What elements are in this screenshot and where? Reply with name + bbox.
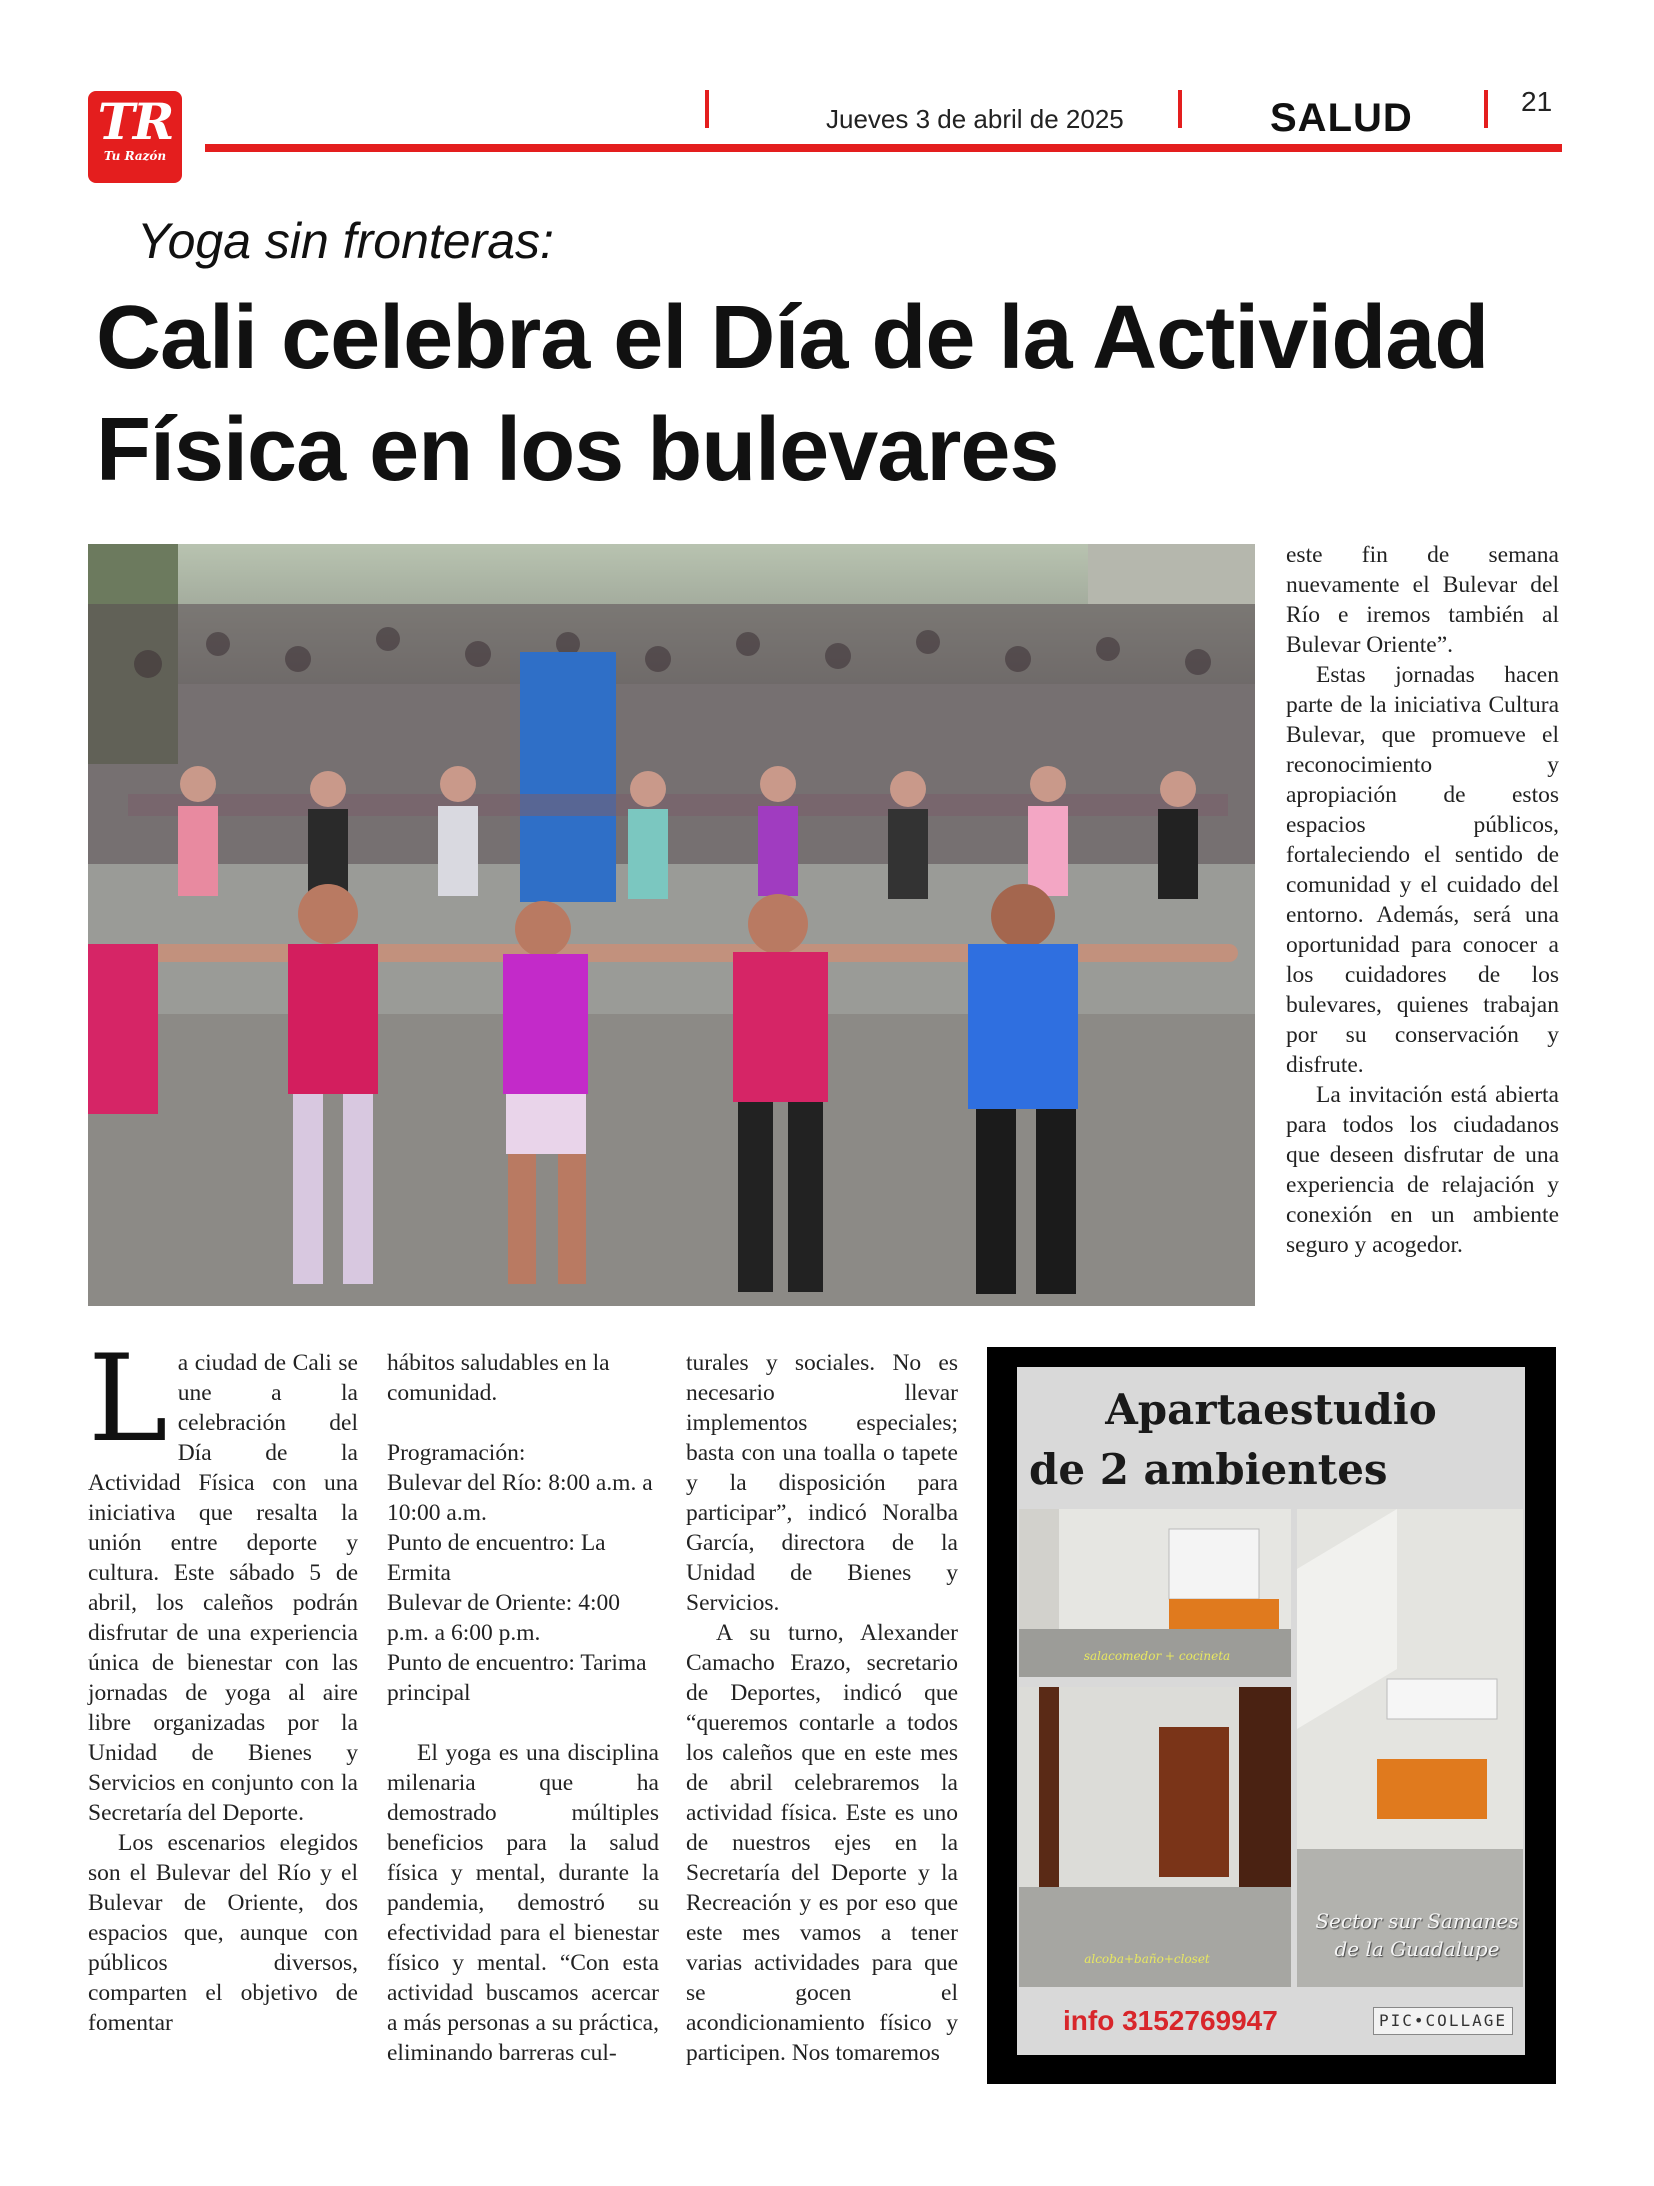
article-headline: Cali celebra el Día de la Actividad Física en los bulevares <box>96 288 1489 500</box>
ad-title-line1: Apartaestudio <box>1105 1385 1437 1434</box>
schedule-list <box>387 1438 659 1708</box>
paragraph: hábitos saludables en la comunidad. <box>387 1350 610 1406</box>
issue-date: Jueves 3 de abril de 2025 <box>826 104 1124 134</box>
paragraph: Estas jornadas hacen parte de la iniciativa Cultura Bulevar, que promueve el reconocimiento y apropiación de estos espacios públicos, fortaleciendo el sentido de comunidad y el cuidado del entorno. Además, será una oportunidad para conocer a los cuidadores de los bulevares, quienes trabajan por su conservación y disfrute. <box>1286 662 1559 1078</box>
ad-brand-watermark: PIC•COLLAGE <box>1373 2007 1513 2035</box>
ad-caption: salacomedor + cocineta <box>1083 1649 1231 1663</box>
article-column-2 <box>387 1348 659 2068</box>
classified-ad <box>987 1347 1556 2084</box>
article-column-1 <box>88 1330 358 2038</box>
header-rule <box>205 144 1562 152</box>
logo-name: Tu Razón <box>103 149 167 163</box>
schedule-item: Punto de encuentro: Tarima principal <box>387 1650 647 1706</box>
paragraph: A su turno, Alexander Camacho Erazo, secretario de Deportes, indicó que “queremos contarle a todos los caleños que en este mes de abril celebraremos la actividad física. Este es uno de nuestros ejes en la Secretaría del Deporte y la Recreación y es por eso que este mes vamos a tener varias actividades para que se gocen el acondicionamiento físico y participen. Nos tomaremos <box>686 1620 958 2066</box>
header-divider <box>1484 90 1488 128</box>
schedule-item: Bulevar de Oriente: 4:00 p.m. a 6:00 p.m. <box>387 1590 620 1646</box>
paragraph: turales y sociales. No es necesario llevar implementos especiales; basta con una toalla o tapete y la disposición para participar”, indicó Noralba García, directora de la Unidad de Bienes y Servicios. <box>686 1350 958 1616</box>
ad-photo-bedroom <box>1019 1687 1291 1987</box>
paragraph: El yoga es una disciplina milenaria que ha demostrado múltiples beneficios para la salud física y mental, durante la pandemia, demostró su efectividad para el bienestar físico y mental. “Con esta actividad buscamos acercar a más personas a su práctica, eliminando barreras cul- <box>387 1740 659 2066</box>
paragraph: La invitación está abierta para todos los ciudadanos que deseen disfrutar de una experiencia de relajación y conexión en un ambiente seguro y acogedor. <box>1286 1082 1559 1258</box>
ad-caption: alcoba+baño+closet <box>1084 1952 1210 1966</box>
header-divider <box>1178 90 1182 128</box>
schedule-item: Punto de encuentro: La Ermita <box>387 1530 606 1586</box>
article-column-3 <box>686 1348 958 2068</box>
paragraph: Los escenarios elegidos son el Bulevar del Río y el Bulevar de Oriente, dos espacios que, aunque con públicos diversos, comparten el objetivo de fomentar <box>88 1830 358 2036</box>
brand-logo <box>88 91 182 183</box>
ad-collage <box>1017 1367 1525 2055</box>
header-divider <box>705 90 709 128</box>
drop-cap: L <box>88 1330 168 1469</box>
page-number: 21 <box>1521 86 1553 117</box>
article-side-column <box>1286 540 1559 1260</box>
schedule-item: Programación: <box>387 1440 526 1466</box>
article-photo <box>88 544 1255 1306</box>
ad-phone: info 3152769947 <box>1063 2005 1278 2036</box>
ad-title-line2: de 2 ambientes <box>1029 1445 1388 1494</box>
schedule-item: Bulevar del Río: 8:00 a.m. a 10:00 a.m. <box>387 1470 653 1526</box>
logo-monogram: TR <box>97 92 173 151</box>
ad-location: Sector sur Samanes de la Guadalupe <box>1315 1909 1519 1961</box>
paragraph: a ciudad de Cali se une a la celebración del Día de la Actividad Física con una iniciativa que resalta la unión entre deporte y cultura. Este sábado 5 de abril, los caleños podrán disfrutar de una experiencia única de bienestar con las jornadas de yoga al aire libre organizadas por la Unidad de Bienes y Servicios en conjunto con la Secretaría del Deporte. <box>88 1350 358 1826</box>
paragraph: este fin de semana nuevamente el Bulevar del Río e iremos también al Bulevar Oriente”. <box>1286 542 1559 658</box>
article-kicker: Yoga sin fronteras: <box>137 213 554 269</box>
section-name: SALUD <box>1270 96 1413 140</box>
